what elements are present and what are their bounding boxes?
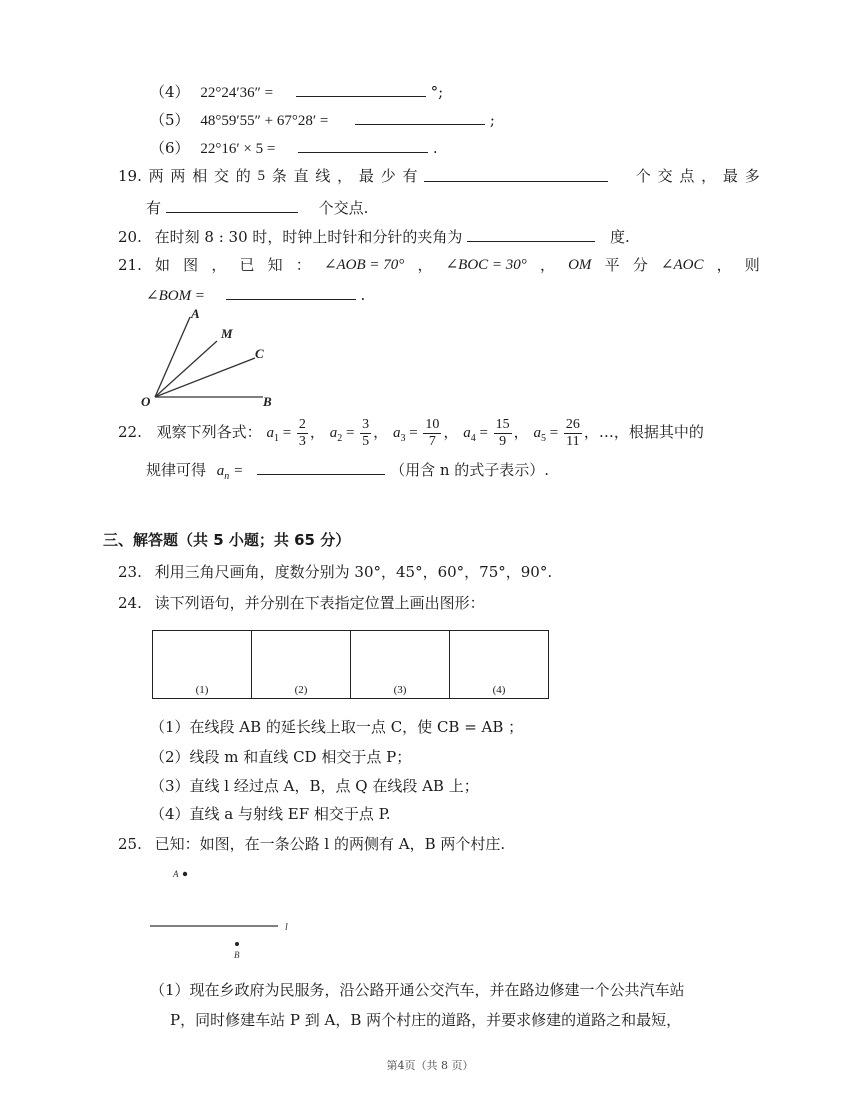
answer-blank[interactable] bbox=[298, 136, 428, 153]
q19-line1: 19. 两 两 相 交 的 5 条 直 线 ， 最 少 有 个 交 点 ， 最 多 bbox=[118, 167, 760, 185]
question-number: 25. bbox=[118, 835, 142, 853]
question-number: 19. bbox=[118, 167, 142, 185]
label-A: A bbox=[173, 869, 179, 879]
question-number: 21. bbox=[118, 256, 142, 274]
q22-line1: 22. 观察下列各式： $a_1$ = $\frac{2}{3}$ ， $a_2$ = $\frac{3}{5}$ ， $a_3$ = $\frac{10}{7}$ ， $a_4$ = $\frac{15}{9}$ ， $a_5$ = $\frac{26}{11}$ ，…，根据其中的 bbox=[118, 416, 704, 449]
fraction: $\frac{2}{3}$ bbox=[298, 416, 306, 449]
label-M: M bbox=[221, 326, 233, 341]
q25-sub1-line2: P，同时修建车站 P 到 A，B 两个村庄的道路，并要求修建的道路之和最短， bbox=[170, 1011, 682, 1029]
q24-item-1: （1）在线段 AB 的延长线上取一点 C，使 CB = AB ； bbox=[150, 718, 524, 736]
label-B: B bbox=[234, 950, 240, 960]
q25-sub1-line1: （1）现在乡政府为民服务，沿公路开通公交汽车，并在路边修建一个公共汽车站 bbox=[150, 981, 685, 999]
section-title: 三、解答题（共 5 小题；共 65 分） bbox=[103, 531, 351, 549]
q25: 25. 已知：如图，在一条公路 l 的两侧有 A，B 两个村庄. bbox=[118, 835, 506, 853]
q18-item-6: （6） 22°16′ × 5 = . bbox=[150, 136, 438, 160]
drawing-cell-1[interactable]: (1) bbox=[153, 631, 252, 699]
q18-item-5: （5） 48°59′55″ + 67°28′ = ; bbox=[150, 108, 495, 132]
answer-blank[interactable] bbox=[355, 108, 485, 125]
answer-blank[interactable] bbox=[296, 80, 426, 97]
q21-line2: ∠BOM = . bbox=[146, 283, 365, 307]
answer-blank[interactable] bbox=[257, 458, 385, 475]
label-l: l bbox=[285, 922, 288, 933]
q24-item-3: （3）直线 l 经过点 A，B，点 Q 在线段 AB 上； bbox=[150, 777, 479, 795]
q22-line2: 规律可得 $a_n$ = （用含 n 的式子表示）. bbox=[146, 458, 549, 488]
answer-blank[interactable] bbox=[166, 196, 298, 213]
label-O: O bbox=[141, 394, 151, 409]
drawing-cell-2[interactable]: (2) bbox=[252, 631, 351, 699]
q24-item-2: （2）线段 m 和直线 CD 相交于点 P； bbox=[150, 748, 412, 766]
village-figure bbox=[145, 862, 305, 962]
q19-line2: 有 个交点. bbox=[146, 196, 368, 219]
drawing-table bbox=[152, 630, 549, 699]
q24: 24. 读下列语句，并分别在下表指定位置上画出图形： bbox=[118, 594, 485, 612]
point-B bbox=[235, 942, 239, 946]
q21-line1: 21. 如 图 ， 已 知 ： ∠AOB = 70° ， ∠BOC = 30° ， OM 平 分 ∠AOC ， 则 bbox=[118, 256, 760, 274]
answer-blank[interactable] bbox=[226, 283, 356, 300]
question-number: 24. bbox=[118, 594, 142, 612]
point-A bbox=[183, 872, 187, 876]
ray-OM bbox=[155, 341, 217, 397]
fraction: $\frac{3}{5}$ bbox=[362, 416, 370, 449]
label-A: A bbox=[191, 306, 200, 321]
page-footer: 第4页（共 8 页） bbox=[386, 1059, 474, 1072]
question-number: 22. bbox=[118, 423, 142, 441]
q23: 23. 利用三角尺画角，度数分别为 30°，45°，60°，75°，90°. bbox=[118, 563, 553, 581]
answer-blank[interactable] bbox=[424, 165, 608, 182]
label-C: C bbox=[255, 346, 264, 361]
q18-item-4: （4） 22°24′36″ = °; bbox=[150, 80, 443, 104]
label-B: B bbox=[263, 394, 272, 409]
drawing-cell-3[interactable]: (3) bbox=[351, 631, 450, 699]
answer-blank[interactable] bbox=[467, 225, 595, 242]
q20: 20. 在时刻 8 : 30 时，时钟上时针和分针的夹角为 度. bbox=[118, 225, 630, 248]
q24-item-4: （4）直线 a 与射线 EF 相交于点 P. bbox=[150, 805, 391, 823]
fraction: $\frac{15}{9}$ bbox=[495, 416, 510, 449]
question-number: 23. bbox=[118, 563, 142, 581]
drawing-cell-4[interactable]: (4) bbox=[450, 631, 549, 699]
fraction: $\frac{26}{11}$ bbox=[565, 416, 580, 449]
angle-figure bbox=[135, 305, 285, 415]
question-number: 20. bbox=[118, 228, 142, 246]
fraction: $\frac{10}{7}$ bbox=[425, 416, 440, 449]
